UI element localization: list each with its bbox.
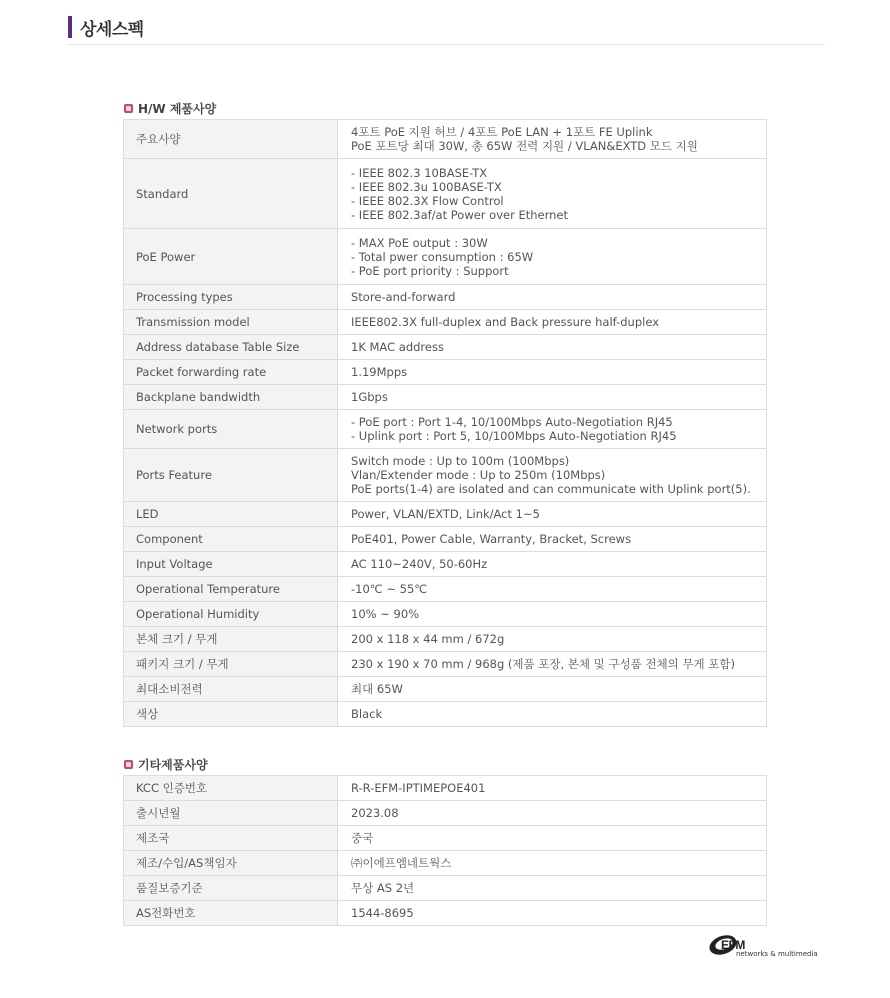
spec-value bbox=[338, 801, 767, 826]
spec-key: Processing types bbox=[124, 285, 338, 310]
spec-key: 출시년월 bbox=[124, 801, 338, 826]
spec-value-line: - IEEE 802.3u 100BASE-TX bbox=[351, 179, 502, 194]
spec-key: Network ports bbox=[124, 410, 338, 449]
spec-value bbox=[338, 229, 767, 285]
spec-key: 품질보증기준 bbox=[124, 876, 338, 901]
table-row bbox=[124, 826, 767, 851]
spec-value-line: 10% ~ 90% bbox=[351, 607, 420, 621]
spec-value bbox=[338, 602, 767, 627]
spec-key: Component bbox=[124, 527, 338, 552]
spec-value bbox=[338, 627, 767, 652]
spec-value bbox=[338, 502, 767, 527]
spec-value-line: 1.19Mpps bbox=[351, 365, 408, 379]
table-row bbox=[124, 527, 767, 552]
spec-value-line: - PoE port priority : Support bbox=[351, 263, 509, 278]
etc-section-title: 기타제품사양 bbox=[138, 758, 208, 772]
spec-key: Transmission model bbox=[124, 310, 338, 335]
table-row bbox=[124, 335, 767, 360]
spec-value-line: Switch mode : Up to 100m (100Mbps) bbox=[351, 454, 570, 468]
page-title-text: 상세스펙 bbox=[80, 19, 144, 40]
spec-value-line: PoE ports(1-4) are isolated and can communicate with Uplink port(5). bbox=[351, 482, 751, 496]
table-row bbox=[124, 159, 767, 229]
square-bullet-icon bbox=[124, 104, 133, 113]
spec-value-line: -10℃ ~ 55℃ bbox=[351, 582, 428, 596]
spec-value-line: - IEEE 802.3af/at Power over Ethernet bbox=[351, 207, 569, 222]
spec-value bbox=[338, 851, 767, 876]
spec-value-line: Power, VLAN/EXTD, Link/Act 1~5 bbox=[351, 507, 540, 521]
table-row bbox=[124, 677, 767, 702]
etc-section-header bbox=[124, 756, 208, 773]
spec-key: 주요사양 bbox=[124, 120, 338, 159]
spec-key: KCC 인증번호 bbox=[124, 776, 338, 801]
spec-value-line: Black bbox=[351, 707, 383, 721]
spec-value bbox=[338, 702, 767, 727]
spec-key: 제조국 bbox=[124, 826, 338, 851]
spec-value bbox=[338, 385, 767, 410]
spec-value-line: IEEE802.3X full-duplex and Back pressure half-duplex bbox=[351, 315, 659, 329]
spec-value-line: PoE 포트당 최대 30W, 총 65W 전력 지원 / VLAN&EXTD 모드 지원 bbox=[351, 139, 698, 153]
table-row bbox=[124, 602, 767, 627]
table-row bbox=[124, 552, 767, 577]
spec-value-line: 200 x 118 x 44 mm / 672g bbox=[351, 632, 505, 646]
table-row bbox=[124, 577, 767, 602]
spec-value bbox=[338, 677, 767, 702]
table-row bbox=[124, 652, 767, 677]
spec-value-line: Vlan/Extender mode : Up to 250m (10Mbps) bbox=[351, 468, 606, 482]
table-row bbox=[124, 851, 767, 876]
spec-value bbox=[338, 577, 767, 602]
spec-value bbox=[338, 120, 767, 159]
spec-value bbox=[338, 527, 767, 552]
spec-value bbox=[338, 776, 767, 801]
table-row bbox=[124, 120, 767, 159]
spec-key: 제조/수입/AS책임자 bbox=[124, 851, 338, 876]
etc-spec-table bbox=[123, 775, 767, 926]
spec-key: Operational Temperature bbox=[124, 577, 338, 602]
spec-value-line: 최대 65W bbox=[351, 682, 403, 696]
spec-value-line: - IEEE 802.3 10BASE-TX bbox=[351, 165, 488, 180]
spec-key: Ports Feature bbox=[124, 449, 338, 502]
table-row bbox=[124, 876, 767, 901]
spec-value-line: ㈜이에프엠네트웍스 bbox=[351, 856, 452, 870]
spec-value-line: 1Gbps bbox=[351, 390, 388, 404]
title-divider bbox=[68, 44, 825, 45]
spec-value-line: - Uplink port : Port 5, 10/100Mbps Auto-Negotiation RJ45 bbox=[351, 429, 677, 443]
table-row bbox=[124, 449, 767, 502]
spec-value-line: 중국 bbox=[351, 831, 374, 845]
spec-value bbox=[338, 901, 767, 926]
spec-value bbox=[338, 360, 767, 385]
table-row bbox=[124, 702, 767, 727]
table-row bbox=[124, 285, 767, 310]
spec-value-line: - MAX PoE output : 30W bbox=[351, 235, 488, 250]
table-row bbox=[124, 776, 767, 801]
hw-section-header bbox=[124, 100, 216, 117]
spec-key: 색상 bbox=[124, 702, 338, 727]
table-row bbox=[124, 627, 767, 652]
spec-value-line: 1K MAC address bbox=[351, 340, 444, 354]
spec-value bbox=[338, 652, 767, 677]
spec-value-line: AC 110~240V, 50-60Hz bbox=[351, 557, 488, 571]
spec-key: Backplane bandwidth bbox=[124, 385, 338, 410]
hw-spec-table bbox=[123, 119, 767, 727]
spec-value-line: - Total pwer consumption : 65W bbox=[351, 249, 534, 264]
page-title bbox=[68, 15, 144, 39]
table-row bbox=[124, 901, 767, 926]
spec-value-line: 2023.08 bbox=[351, 806, 399, 820]
spec-key: Address database Table Size bbox=[124, 335, 338, 360]
spec-key: 패키지 크기 / 무게 bbox=[124, 652, 338, 677]
spec-value-line: 4포트 PoE 지원 허브 / 4포트 PoE LAN + 1포트 FE Uplink bbox=[351, 125, 653, 139]
spec-value-line: R-R-EFM-IPTIMEPOE401 bbox=[351, 781, 486, 795]
spec-value-line: 1544-8695 bbox=[351, 906, 414, 920]
spec-value bbox=[338, 410, 767, 449]
table-row bbox=[124, 502, 767, 527]
table-row bbox=[124, 310, 767, 335]
spec-value bbox=[338, 449, 767, 502]
square-bullet-icon bbox=[124, 760, 133, 769]
spec-value-line: PoE401, Power Cable, Warranty, Bracket, Screws bbox=[351, 532, 632, 546]
title-accent-bar bbox=[68, 16, 72, 38]
table-row bbox=[124, 410, 767, 449]
logo-text: EFM bbox=[721, 938, 745, 952]
spec-key: AS전화번호 bbox=[124, 901, 338, 926]
spec-key: Standard bbox=[124, 159, 338, 229]
spec-key: LED bbox=[124, 502, 338, 527]
spec-value bbox=[338, 310, 767, 335]
table-row bbox=[124, 801, 767, 826]
hw-section-title: H/W 제품사양 bbox=[138, 102, 217, 116]
spec-value bbox=[338, 826, 767, 851]
spec-value bbox=[338, 285, 767, 310]
spec-key: 본체 크기 / 무게 bbox=[124, 627, 338, 652]
spec-value bbox=[338, 335, 767, 360]
spec-value-line: 무상 AS 2년 bbox=[351, 881, 415, 895]
spec-value-line: - IEEE 802.3X Flow Control bbox=[351, 193, 504, 208]
spec-value bbox=[338, 552, 767, 577]
spec-key: Operational Humidity bbox=[124, 602, 338, 627]
spec-key: Packet forwarding rate bbox=[124, 360, 338, 385]
table-row bbox=[124, 360, 767, 385]
spec-value-line: 230 x 190 x 70 mm / 968g (제품 포장, 본체 및 구성품 전체의 무게 포함) bbox=[351, 657, 735, 671]
spec-key: 최대소비전력 bbox=[124, 677, 338, 702]
spec-value-line: Store-and-forward bbox=[351, 290, 456, 304]
spec-value bbox=[338, 159, 767, 229]
spec-key: PoE Power bbox=[124, 229, 338, 285]
table-row bbox=[124, 385, 767, 410]
spec-value-line: - PoE port : Port 1-4, 10/100Mbps Auto-Negotiation RJ45 bbox=[351, 415, 673, 429]
logo-subtitle: networks & multimedia bbox=[736, 950, 818, 958]
spec-key: Input Voltage bbox=[124, 552, 338, 577]
table-row bbox=[124, 229, 767, 285]
spec-value bbox=[338, 876, 767, 901]
